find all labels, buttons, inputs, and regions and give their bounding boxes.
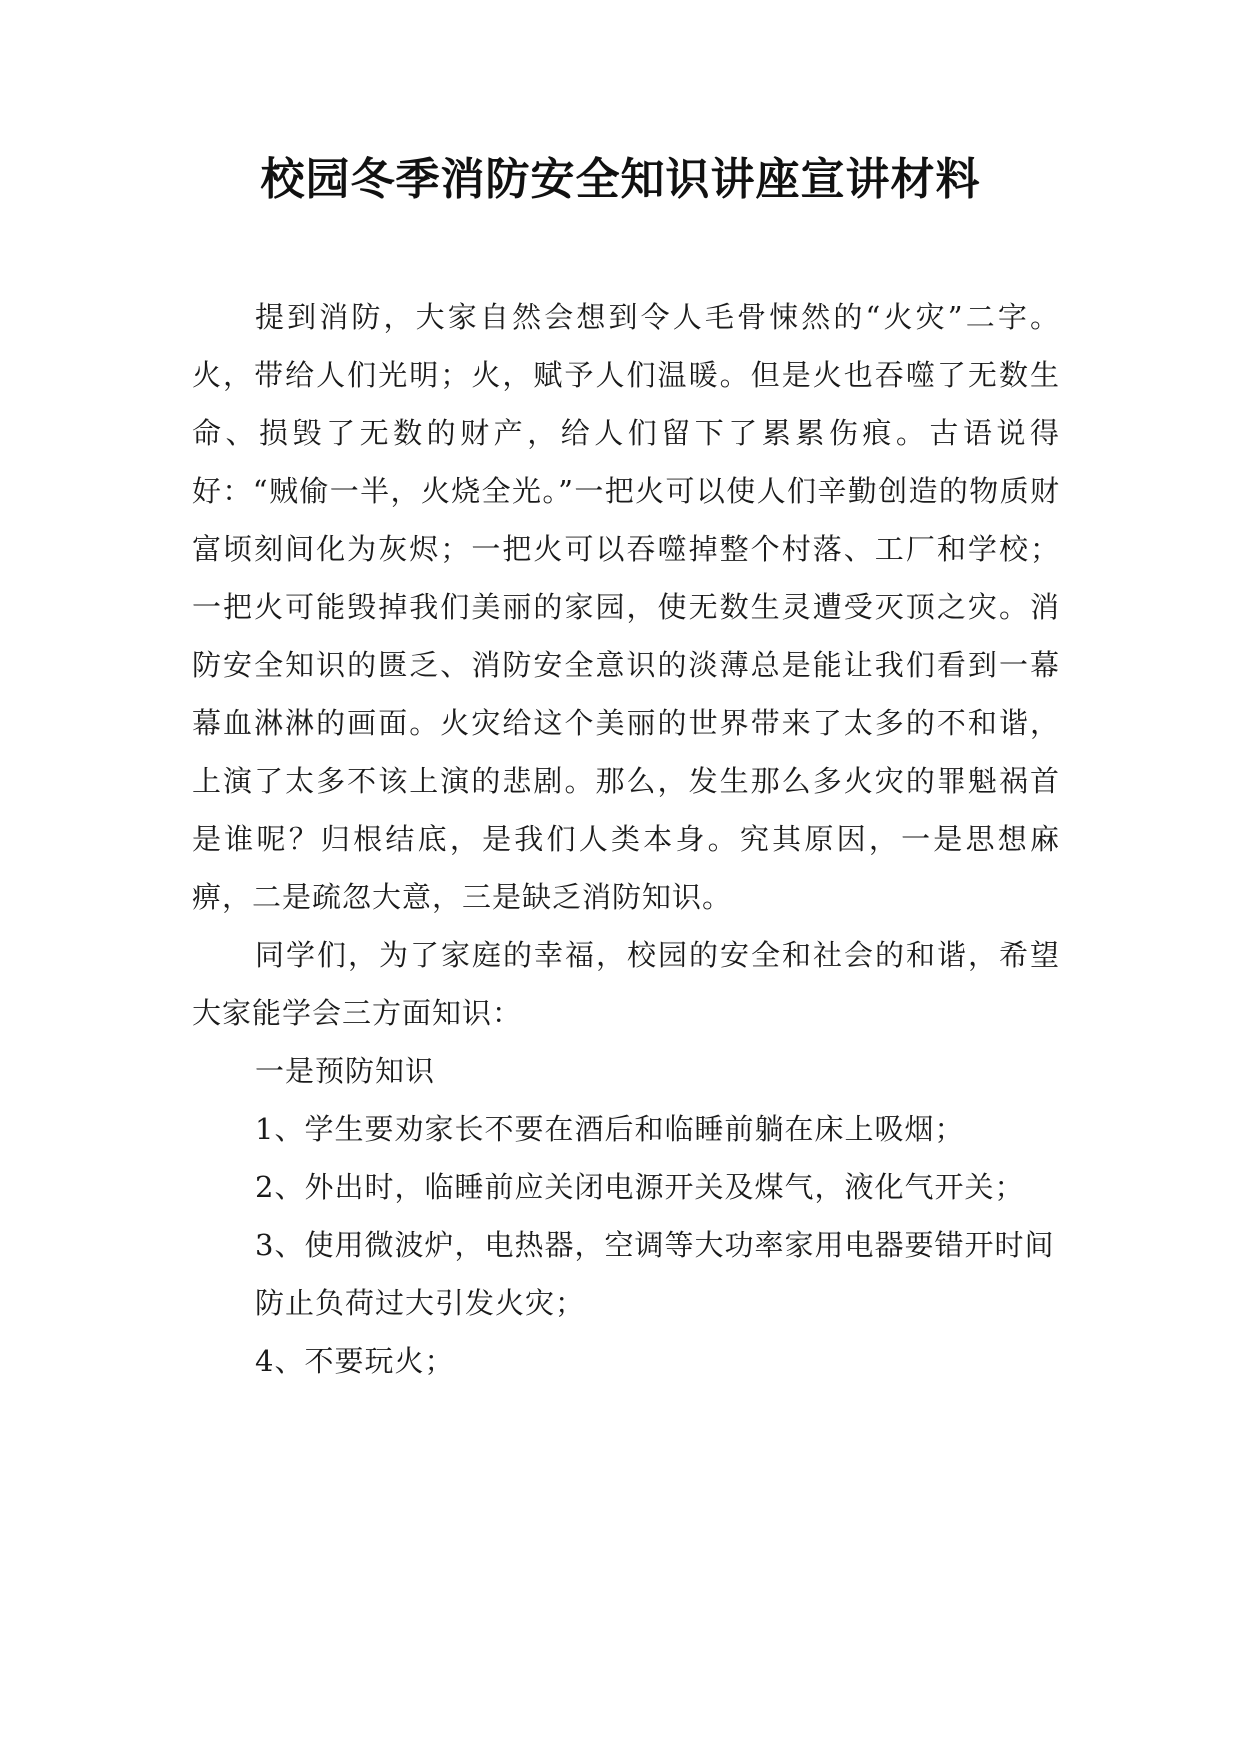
- paragraph-intro: 提到消防，大家自然会想到令人毛骨悚然的“火灾”二字。火，带给人们光明；火，赋予人们温暖。但是火也吞噬了无数生命、损毁了无数的财产，给人们留下了累累伤痕。古语说得好：“贼偷一半，火烧全光。”一把火可以使人们辛勤创造的物质财富顷刻间化为灰烬；一把火可以吞噬掉整个村落、工厂和学校；一把火可能毁掉我们美丽的家园，使无数生灵遭受灭顶之灾。消防安全知识的匮乏、消防安全意识的淡薄总是能让我们看到一幕幕血淋淋的画面。火灾给这个美丽的世界带来了太多的不和谐，上演了太多不该上演的悲剧。那么，发生那么多火灾的罪魁祸首是谁呢？归根结底，是我们人类本身。究其原因，一是思想麻痹，二是疏忽大意，三是缺乏消防知识。: [192, 300, 1060, 914]
- section-heading-prevention: 一是预防知识: [255, 1054, 436, 1088]
- paragraph-appeal: 同学们，为了家庭的幸福，校园的安全和社会的和谐，希望大家能学会三方面知识：: [192, 938, 1060, 1030]
- document-body: [192, 288, 1060, 1390]
- document-title: 校园冬季消防安全知识讲座宣讲材料: [260, 154, 981, 205]
- list-item-1: 1、学生要劝家长不要在酒后和临睡前躺在床上吸烟；: [255, 1112, 965, 1146]
- list-item-3-continuation: 防止负荷过大引发火灾；: [255, 1286, 586, 1320]
- list-item-3: 3、使用微波炉，电热器，空调等大功率家用电器要错开时间: [255, 1228, 1055, 1262]
- list-item-2: 2、外出时，临睡前应关闭电源开关及煤气，液化气开关；: [255, 1170, 1025, 1204]
- list-item-4: 4、不要玩火；: [255, 1344, 455, 1378]
